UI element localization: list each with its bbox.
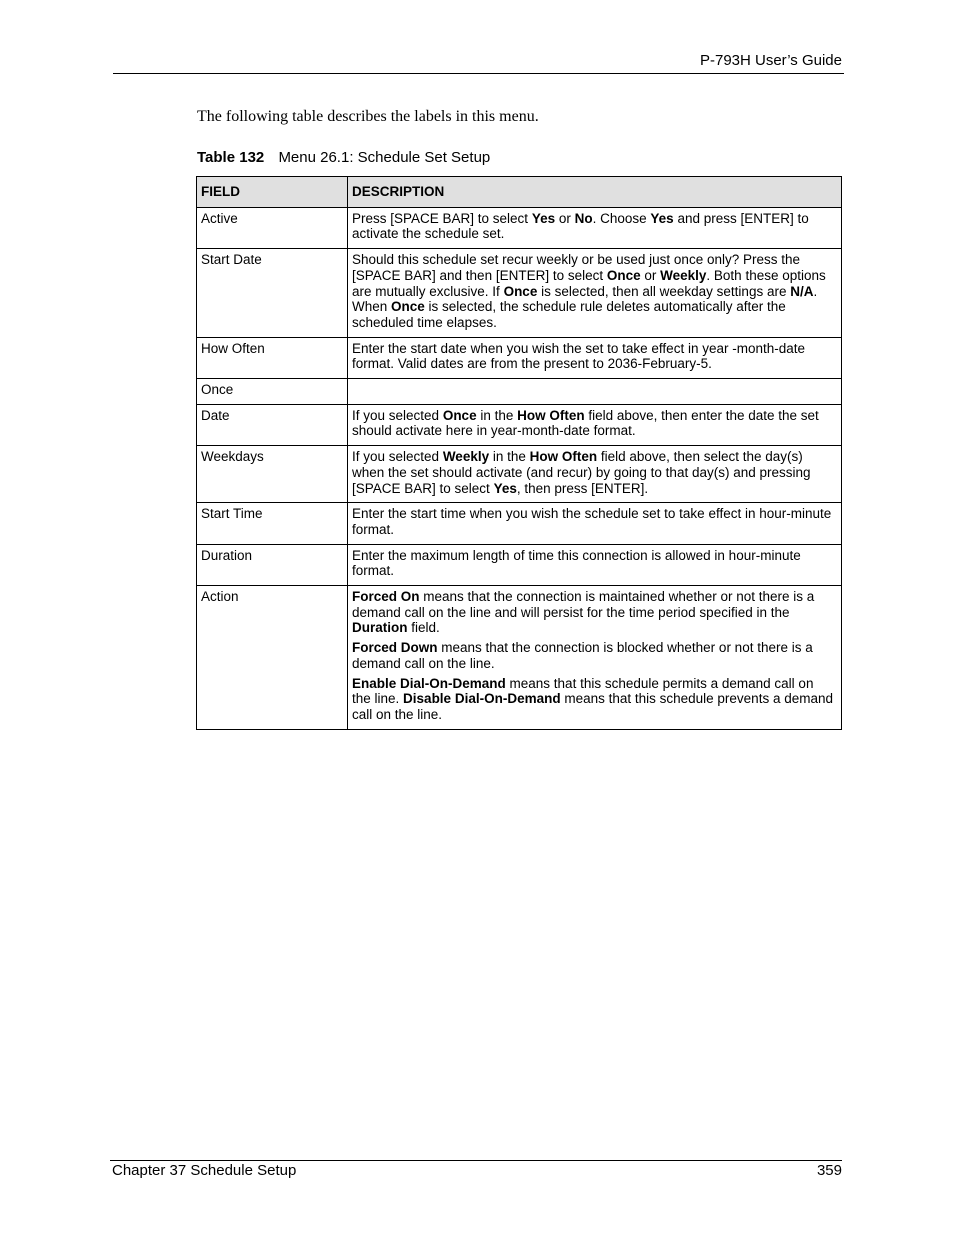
description-text: field above, then enter the date the set should activate here in year-month-date format.	[352, 407, 819, 439]
table-row	[197, 503, 842, 544]
field-cell: Start Date	[197, 249, 348, 338]
description-text: or	[555, 210, 575, 226]
table-row	[197, 446, 842, 503]
description-paragraph	[352, 211, 834, 242]
description-cell	[348, 379, 842, 405]
footer-rule	[110, 1160, 842, 1161]
description-text: or	[640, 267, 661, 283]
intro-text: The following table describes the labels in this menu.	[197, 108, 539, 125]
field-cell: Duration	[197, 544, 348, 585]
description-text: Press [SPACE BAR] to select	[352, 210, 532, 226]
description-text: field.	[407, 620, 440, 636]
description-term: Forced On	[352, 589, 420, 605]
description-text: . Choose	[592, 210, 651, 226]
description-term: Once	[606, 267, 641, 283]
table-caption-label: Table 132	[197, 149, 265, 166]
description-text: Enter the start date when you wish the set to take effect in year -month-date format. Valid dates are from the present to 2036-February-5.	[352, 340, 806, 372]
description-paragraph	[352, 449, 834, 496]
description-cell	[348, 249, 842, 338]
description-paragraph	[352, 640, 834, 671]
description-text: . When	[352, 283, 818, 315]
column-header-field: FIELD	[197, 177, 348, 208]
description-text: is selected, then all weekday settings are	[537, 283, 791, 299]
table-row	[197, 207, 842, 248]
description-text: and press [ENTER] to activate the schedule set.	[352, 210, 809, 242]
description-term: Yes	[493, 480, 517, 496]
description-text: means that this schedule permits a demand call on the line.	[352, 675, 814, 707]
table-row	[197, 586, 842, 730]
footer-chapter: Chapter 37 Schedule Setup	[112, 1162, 297, 1179]
description-term: Yes	[650, 210, 674, 226]
description-text: Enter the start time when you wish the schedule set to take effect in hour-minute format.	[352, 506, 832, 537]
header-rule	[113, 73, 844, 74]
description-cell	[348, 544, 842, 585]
description-cell	[348, 404, 842, 445]
description-cell	[348, 207, 842, 248]
table-row	[197, 249, 842, 338]
description-term: Weekly	[442, 449, 490, 465]
description-text: means that this schedule prevents a demand call on the line.	[352, 691, 833, 722]
description-cell	[348, 586, 842, 730]
table-header-row	[197, 177, 842, 208]
description-text: If you selected	[352, 407, 443, 423]
description-term: How Often	[529, 449, 598, 465]
description-paragraph	[352, 506, 834, 537]
description-text: . Both these options are mutually exclusive. If	[352, 267, 826, 299]
description-paragraph	[352, 252, 834, 331]
table-row	[197, 404, 842, 445]
description-term: Yes	[531, 210, 556, 226]
description-text: means that the connection is maintained whether or not there is a demand call on the line and will persist for the time period specified in the	[352, 589, 815, 620]
description-text: Enter the maximum length of time this connection is allowed in hour-minute format.	[352, 547, 801, 579]
description-paragraph	[352, 676, 834, 723]
column-header-description: DESCRIPTION	[348, 177, 842, 208]
field-cell: How Often	[197, 337, 348, 378]
description-text: Should this schedule set recur weekly or be used just once only? Press the [SPACE BAR] and then [ENTER] to select	[352, 252, 800, 283]
description-term: Once	[442, 407, 477, 423]
description-text: is selected, the schedule rule deletes automatically after the scheduled time elapses.	[352, 299, 786, 330]
table-row	[197, 337, 842, 378]
description-paragraph	[352, 589, 834, 636]
description-paragraph	[352, 548, 834, 579]
description-text: in the	[489, 449, 530, 465]
description-paragraph	[352, 408, 834, 439]
schedule-set-table	[196, 176, 842, 730]
description-term: Weekly	[660, 267, 707, 283]
table-caption	[197, 149, 490, 166]
description-term: How Often	[517, 407, 585, 423]
description-term: Duration	[352, 620, 408, 636]
description-text: means that the connection is blocked whether or not there is a demand call on the line.	[352, 640, 813, 671]
field-cell: Weekdays	[197, 446, 348, 503]
description-term: No	[574, 210, 593, 226]
footer-page-number: 359	[816, 1162, 842, 1179]
description-term: Forced Down	[352, 640, 438, 656]
field-cell: Once	[197, 379, 348, 405]
description-term: Once	[503, 283, 538, 299]
description-cell	[348, 337, 842, 378]
description-text: field above, then select the day(s) when the set should activate (and recur) by going to that day(s) and pressing [SPACE BAR] to select	[352, 449, 811, 496]
description-term: Enable Dial-On-Demand	[352, 675, 506, 691]
description-text: , then press [ENTER].	[516, 480, 649, 496]
description-text: If you selected	[352, 449, 443, 465]
field-cell: Active	[197, 207, 348, 248]
description-cell	[348, 503, 842, 544]
field-cell: Date	[197, 404, 348, 445]
description-term: N/A	[790, 283, 814, 299]
table-row	[197, 379, 842, 405]
field-cell: Action	[197, 586, 348, 730]
description-cell	[348, 446, 842, 503]
field-cell: Start Time	[197, 503, 348, 544]
description-paragraph	[352, 341, 834, 372]
page-header-title: P-793H User’s Guide	[699, 52, 842, 69]
description-term: Disable Dial-On-Demand	[403, 691, 561, 707]
table-caption-title: Menu 26.1: Schedule Set Setup	[278, 149, 491, 166]
table-row	[197, 544, 842, 585]
description-term: Once	[391, 299, 425, 315]
description-text: in the	[476, 407, 518, 423]
